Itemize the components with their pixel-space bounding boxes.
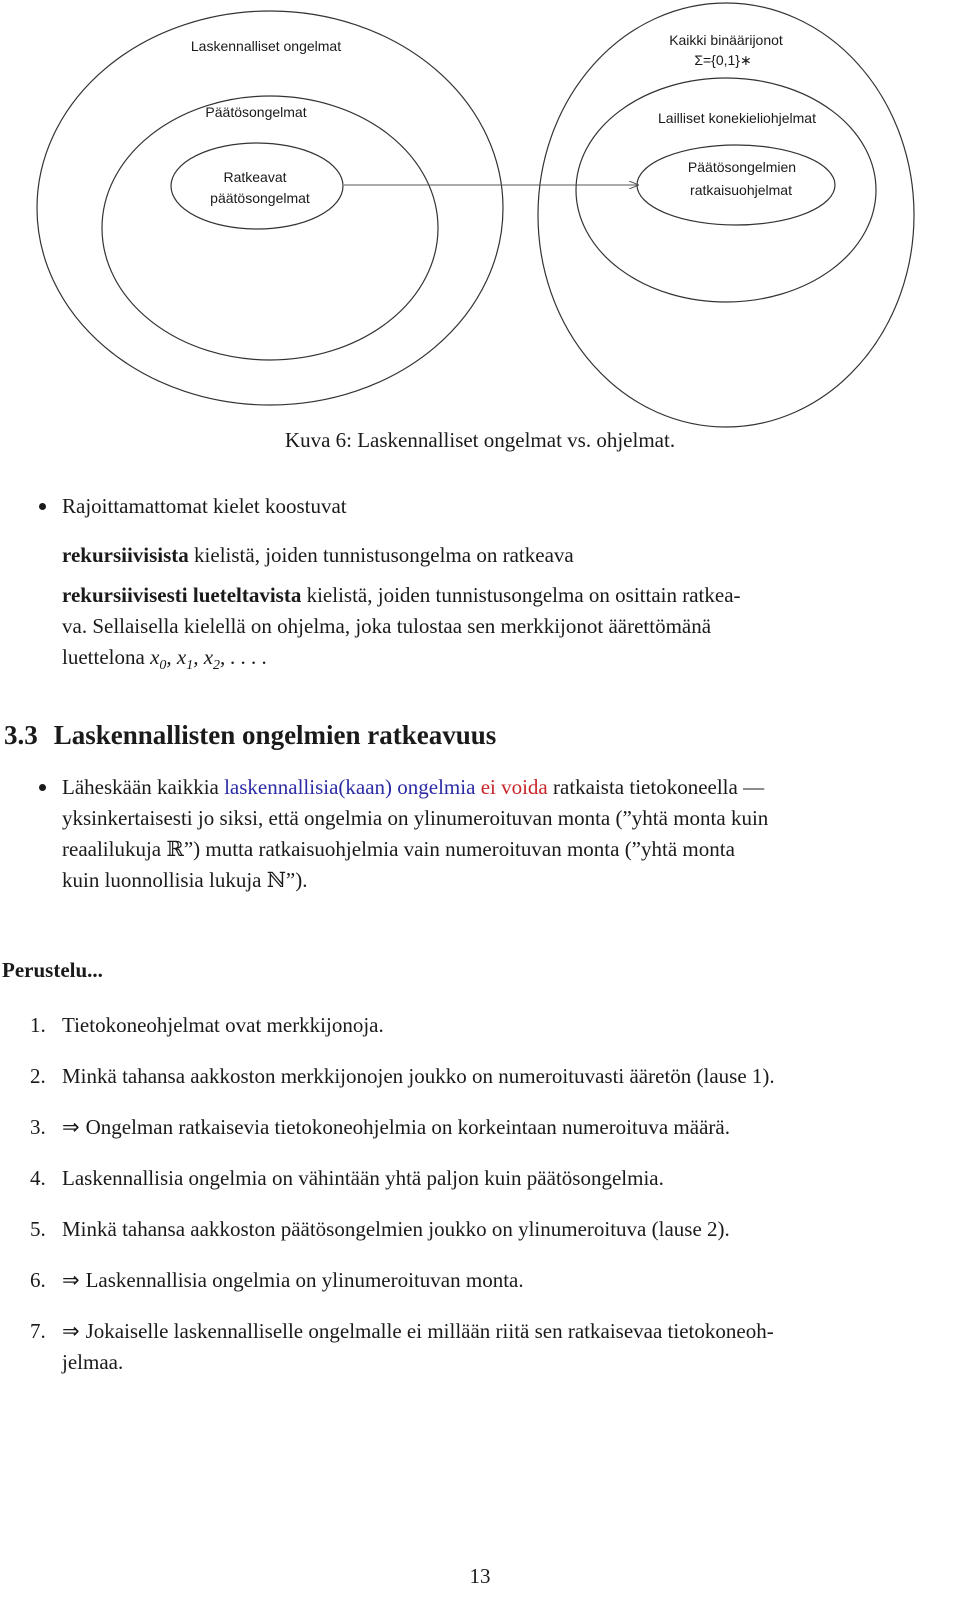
list-prefix: luettelona <box>62 645 145 669</box>
solvable-ellipse <box>171 143 343 229</box>
bullet-dot <box>39 503 46 510</box>
highlight-blue: laskennallisia(kaan) <box>224 775 393 799</box>
list-text: Laskennallisia ongelmia on ylinumeroituvan monta. <box>85 1268 524 1292</box>
bullet-dot <box>39 784 46 791</box>
bullet1-item2-line1 <box>62 580 741 611</box>
bullet2-line4: kuin luonnollisia lukuja ℕ”). <box>62 868 308 892</box>
bullet1-intro: Rajoittamattomat kielet koostuvat <box>62 494 347 518</box>
list-text-with-arrow <box>62 1112 942 1143</box>
label-all-strings-2: Σ={0,1}∗ <box>694 52 752 68</box>
term-recursive: rekursiivisista <box>62 543 189 567</box>
list-number: 1. <box>30 1013 46 1037</box>
implies-arrow-icon: ⇒ <box>62 1268 80 1292</box>
bullet1-item2-line3 <box>62 642 267 681</box>
label-computational-problems: Laskennalliset ongelmat <box>190 38 342 54</box>
list-text-with-arrow <box>62 1316 942 1347</box>
highlight-red: ei voida <box>480 775 548 799</box>
list-text: Jokaiselle laskennalliselle ongelmalle ei millään riitä sen ratkaisevaa tietokoneoh- <box>85 1319 774 1343</box>
list-number: 7. <box>30 1319 46 1343</box>
list-text-with-arrow <box>62 1265 942 1296</box>
section-number: 3.3 <box>4 720 38 750</box>
list-text: Minkä tahansa aakkoston merkkijonojen joukko on numeroituvasti ääretön (lause 1). <box>62 1064 775 1088</box>
bullet1-item2-line2: va. Sellaisella kielellä on ohjelma, joka tulostaa sen merkkijonot äärettömänä <box>62 614 712 638</box>
label-solvable-2: päätösongelmat <box>210 190 310 206</box>
list-text: Laskennallisia ongelmia on vähintään yhtä paljon kuin päätösongelmia. <box>62 1166 664 1190</box>
list-number: 5. <box>30 1217 46 1241</box>
computational-problems-ellipse <box>37 11 503 405</box>
figure-caption: Kuva 6: Laskennalliset ongelmat vs. ohjelmat. <box>284 428 676 452</box>
list-text: jelmaa. <box>62 1350 124 1374</box>
list-number: 4. <box>30 1166 46 1190</box>
bullet2-line3: reaalilukuja ℝ”) mutta ratkaisuohjelmia vain numeroituvan monta (”yhtä monta <box>62 837 735 861</box>
list-text: Tietokoneohjelmat ovat merkkijonoja. <box>62 1013 384 1037</box>
list-text: Ongelman ratkaisevia tietokoneohjelmia on korkeintaan numeroituva määrä. <box>85 1115 730 1139</box>
term-re: rekursiivisesti lueteltavista <box>62 583 302 607</box>
label-solvers-1: Päätösongelmien <box>687 159 797 175</box>
label-all-strings-1: Kaikki binäärijonot <box>669 32 783 48</box>
list-number: 2. <box>30 1064 46 1088</box>
label-solvable-1: Ratkeavat <box>223 169 287 185</box>
bullet1-item1 <box>62 540 574 571</box>
implies-arrow-icon: ⇒ <box>62 1115 80 1139</box>
section-title: Laskennallisten ongelmien ratkeavuus <box>53 720 497 750</box>
bullet2-line2: yksinkertaisesti jo siksi, että ongelmia on ylinumeroituvan monta (”yhtä monta kuin <box>62 806 769 830</box>
label-legal-programs: Lailliset konekieliohjelmat <box>658 110 816 126</box>
proof-heading: Perustelu... <box>2 958 103 982</box>
highlight-blue: ongelmia <box>397 775 476 799</box>
sequence-math: $x_0$, $x_1$, $x_2$, . . . . <box>150 645 268 674</box>
section-heading <box>4 720 496 751</box>
list-text: Minkä tahansa aakkoston päätösongelmien joukko on ylinumeroituva (lause 2). <box>62 1217 730 1241</box>
label-decision-problems: Päätösongelmat <box>205 104 307 120</box>
page-number: 13 <box>469 1564 491 1588</box>
bullet2-line1 <box>62 772 764 803</box>
list-number: 3. <box>30 1115 46 1139</box>
sets-diagram <box>0 0 960 430</box>
implies-arrow-icon: ⇒ <box>62 1319 80 1343</box>
text-span: ratkaista tietokoneella — <box>553 775 765 799</box>
term-re-desc: kielistä, joiden tunnistusongelma on osittain ratkea- <box>306 583 741 607</box>
list-number: 6. <box>30 1268 46 1292</box>
term-recursive-desc: kielistä, joiden tunnistusongelma on ratkeava <box>194 543 574 567</box>
label-solvers-2: ratkaisuohjelmat <box>690 182 792 198</box>
text-span: Läheskään kaikkia <box>62 775 219 799</box>
